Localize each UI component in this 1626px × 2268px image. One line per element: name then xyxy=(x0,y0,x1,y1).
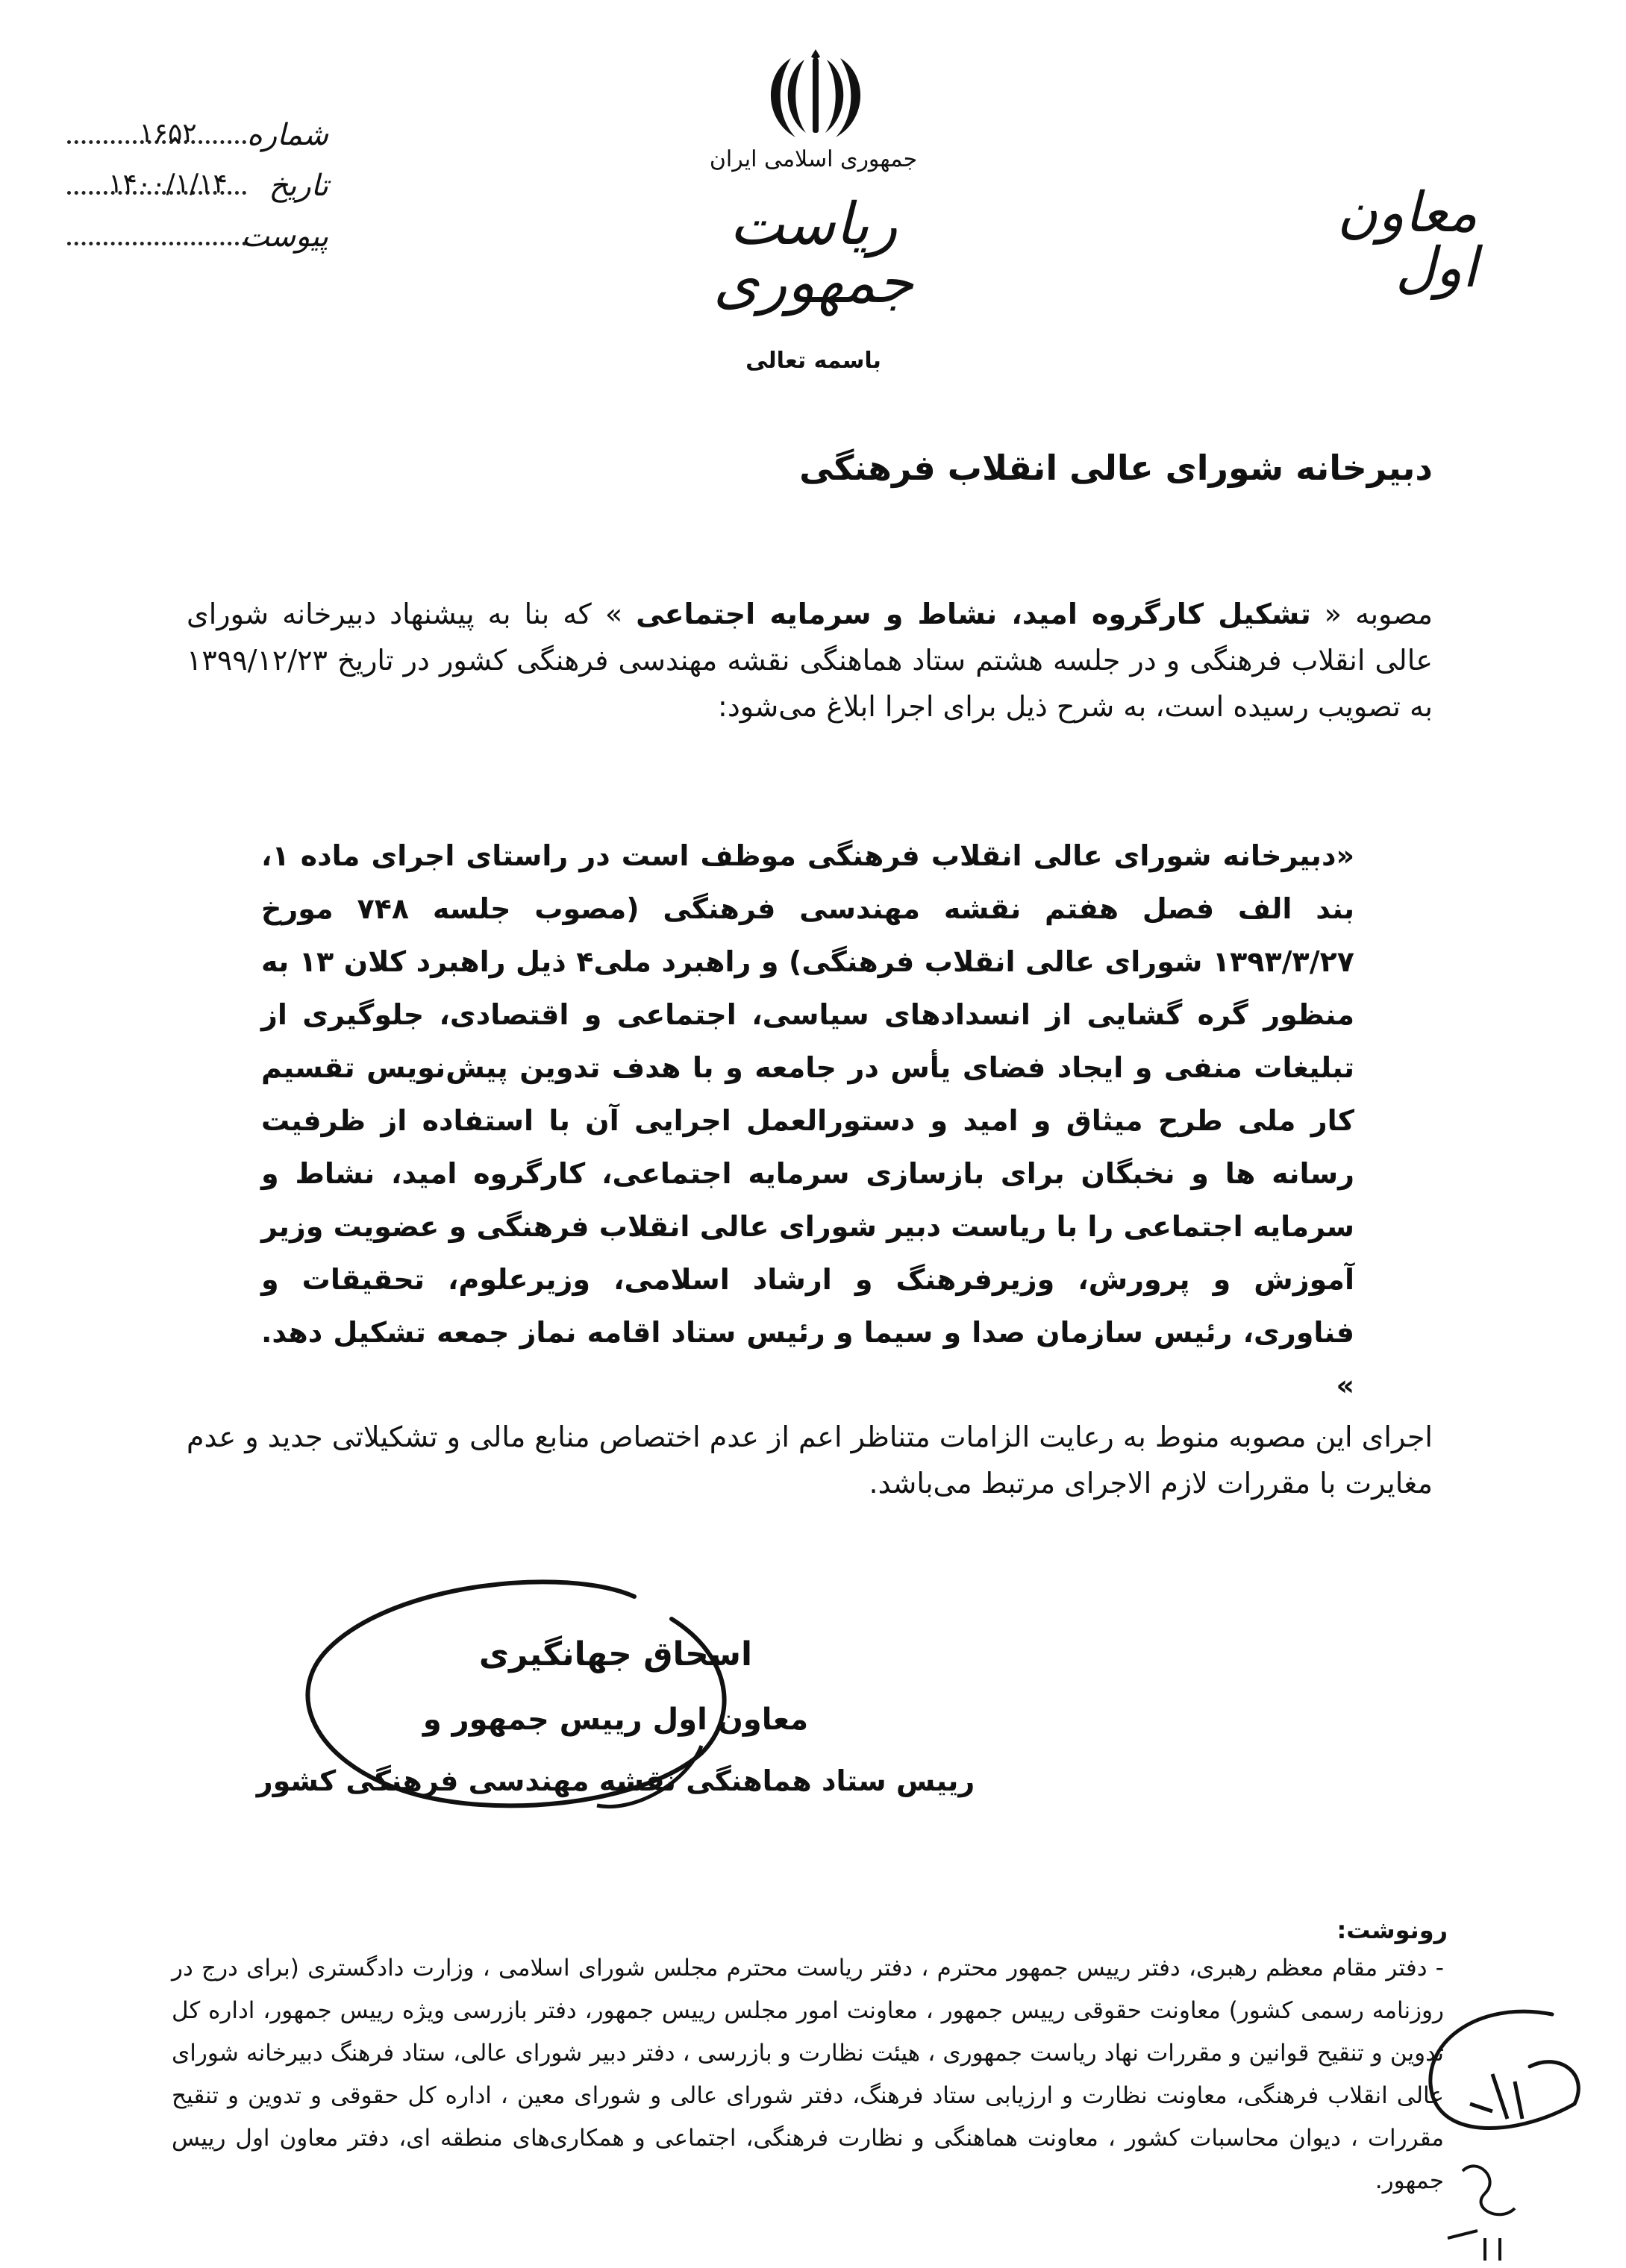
number-label: شماره xyxy=(246,118,328,152)
letter-number-field xyxy=(60,118,328,160)
attachment-label: پیوست xyxy=(241,219,328,254)
signer-title-2: رییس ستاد هماهنگی نقشه مهندسی فرهنگی کشور xyxy=(256,1764,975,1797)
date-value: ۱۴۰۰/۱/۱۴ xyxy=(108,169,228,199)
office-name: ریاست جمهوری xyxy=(713,191,914,316)
p1-after: » که بنا به پیشنهاد دبیرخانه شورای عالی انقلاب فرهنگی و در جلسه هشتم ستاد هماهنگی نقشه مهندسی فرهنگی کشور در تاریخ ۱۳۹۹/۱۲/۲۳ به تصویب رسیده است، به شرح ذیل برای اجرا ابلاغ می‌شود: xyxy=(187,598,1433,723)
body-paragraph-2: اجرای این مصوبه منوط به رعایت الزامات متناظر اعم از عدم اختصاص منابع مالی و تشکیلاتی جدید و عدم مغایرت با مقررات لازم الاجرای مرتبط می‌باشد. xyxy=(187,1420,1433,1500)
position-title: معاون اول xyxy=(1337,181,1478,300)
p1-before: مصوبه « xyxy=(1310,598,1433,630)
number-value: ۱۶۵۲ xyxy=(139,118,197,148)
cc-recipients: - دفتر مقام معظم رهبری، دفتر رییس جمهور محترم ، دفتر ریاست محترم مجلس شورای اسلامی ، وزارت دادگستری (برای درج در روزنامه رسمی کشور) معاونت حقوقی رییس جمهور ، معاونت امور مجلس رییس جمهور، دفتر بازرسی ویژه رییس جمهور، اداره کل تدوین و تنقیح قوانین و مقررات نهاد ریاست جمهوری ، هیئت نظارت و بازرسی ، دفتر دبیر شورای عالی، ستاد فرهنگ دبیرخانه شورای عالی انقلاب فرهنگی، معاونت نظارت و ارزیابی ستاد فرهنگ، دفتر شورای عالی و شورای معین ، اداره کل حقوقی و تدوین و تنقیح مقررات ، دیوان محاسبات کشور ، معاونت هماهنگی و نظارت فرهنگی، اجتماعی و همکاری‌های منطقه ای، دفتر معاون اول رییس جمهور. xyxy=(172,1955,1444,2194)
country-name: جمهوری اسلامی ایران xyxy=(709,146,918,172)
cc-label: رونوشت: xyxy=(1336,1916,1448,1944)
resolution-quote: «دبیرخانه شورای عالی انقلاب فرهنگی موظف است در راستای اجرای ماده ۱، بند الف فصل هفتم نقشه مهندسی فرهنگی (مصوب جلسه ۷۴۸ مورخ ۱۳۹۳/۳/۲۷ شورای عالی انقلاب فرهنگی) و راهبرد ملی۴ ذیل راهبرد کلان ۱۳ به منظور گره گشایی از انسدادهای سیاسی، اجتماعی و اقتصادی، جلوگیری از تبلیغات منفی و ایجاد فضای یأس در جامعه و با هدف تدوین پیش‌نویس تقسیم کار ملی طرح میثاق و امید و دستورالعمل اجرایی آن با استفاده از ظرفیت رسانه ها و نخبگان برای بازسازی سرمایه اجتماعی، کارگروه امید، نشاط و سرمایه اجتماعی را با ریاست دبیر شورای عالی انقلاب فرهنگی و عضویت وزیر آموزش و پرورش، وزیرفرهنگ و ارشاد اسلامی، وزیرعلوم، تحقیقات و فناوری، رئیس سازمان صدا و سیما و رئیس ستاد اقامه نماز جمعه تشکیل دهد. » xyxy=(261,839,1355,1402)
letter-date-field xyxy=(60,169,328,210)
recipient-line: دبیرخانه شورای عالی انقلاب فرهنگی xyxy=(799,448,1433,488)
iran-emblem-icon xyxy=(760,45,872,142)
signer-title-1: معاون اول رییس جمهور و xyxy=(422,1702,809,1737)
signer-name: اسحاق جهانگیری xyxy=(478,1635,753,1673)
bismillah-heading: باسمه تعالی xyxy=(745,348,881,374)
attachment-dots xyxy=(67,242,246,245)
body-paragraph-1 xyxy=(187,591,1433,730)
p1-bold-title: تشکیل کارگروه امید، نشاط و سرمایه اجتماعی xyxy=(636,598,1311,630)
margin-initials-icon xyxy=(1403,1985,1597,2268)
letter-attachment-field xyxy=(60,219,328,261)
date-label: تاریخ xyxy=(269,169,328,203)
